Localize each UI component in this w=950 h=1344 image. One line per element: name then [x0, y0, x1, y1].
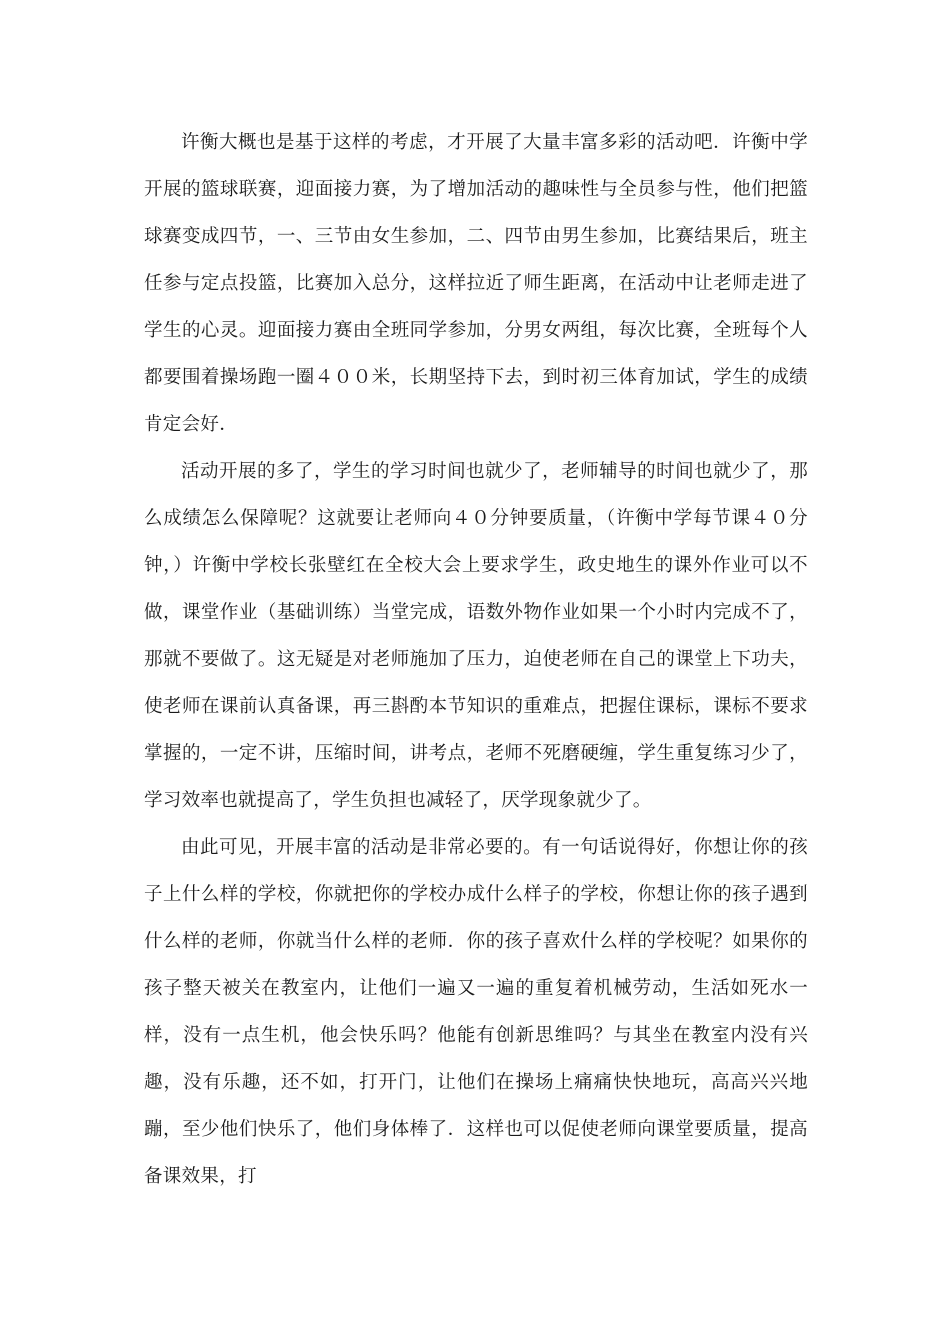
paragraph-conclusion: 由此可见，开展丰富的活动是非常必要的。有一句话说得好，你想让你的孩子上什么样的学校，你就把你的学校办成什么样子的学校，你想让你的孩子遇到什么样的老师，你就当什么样的老师．你的孩子喜欢什么样的学校呢？如果你的孩子整天被关在教室内，让他们一遍又一遍的重复着机械劳动，生活如死水一样，没有一点生机，他会快乐吗？他能有创新思维吗？与其坐在教室内没有兴趣，没有乐趣，还不如，打开门，让他们在操场上痛痛快快地玩，高高兴兴地蹦，至少他们快乐了，他们身体棒了．这样也可以促使老师向课堂要质量，提高备课效果，打 [144, 837, 808, 1187]
document-body [144, 119, 808, 1200]
paragraph-class-quality: 活动开展的多了，学生的学习时间也就少了，老师辅导的时间也就少了，那么成绩怎么保障呢？这就要让老师向４０分钟要质量，（许衡中学每节课４０分钟，）许衡中学校长张壁红在全校大会上要求学生，政史地生的课外作业可以不做，课堂作业（基础训练）当堂完成，语数外物作业如果一个小时内完成不了，那就不要做了。这无疑是对老师施加了压力，迫使老师在自己的课堂上下功夫，使老师在课前认真备课，再三斟酌本节知识的重难点，把握住课标，课标不要求掌握的，一定不讲，压缩时间，讲考点，老师不死磨硬缠，学生重复练习少了，学习效率也就提高了，学生负担也减轻了，厌学现象就少了。 [144, 461, 808, 811]
paragraph-activities: 许衡大概也是基于这样的考虑，才开展了大量丰富多彩的活动吧．许衡中学开展的篮球联赛，迎面接力赛，为了增加活动的趣味性与全员参与性，他们把篮球赛变成四节，一、三节由女生参加，二、四节由男生参加，比赛结果后，班主任参与定点投篮，比赛加入总分，这样拉近了师生距离，在活动中让老师走进了学生的心灵。迎面接力赛由全班同学参加，分男女两组，每次比赛，全班每个人都要围着操场跑一圈４００米，长期坚持下去，到时初三体育加试，学生的成绩肯定会好． [144, 132, 808, 435]
